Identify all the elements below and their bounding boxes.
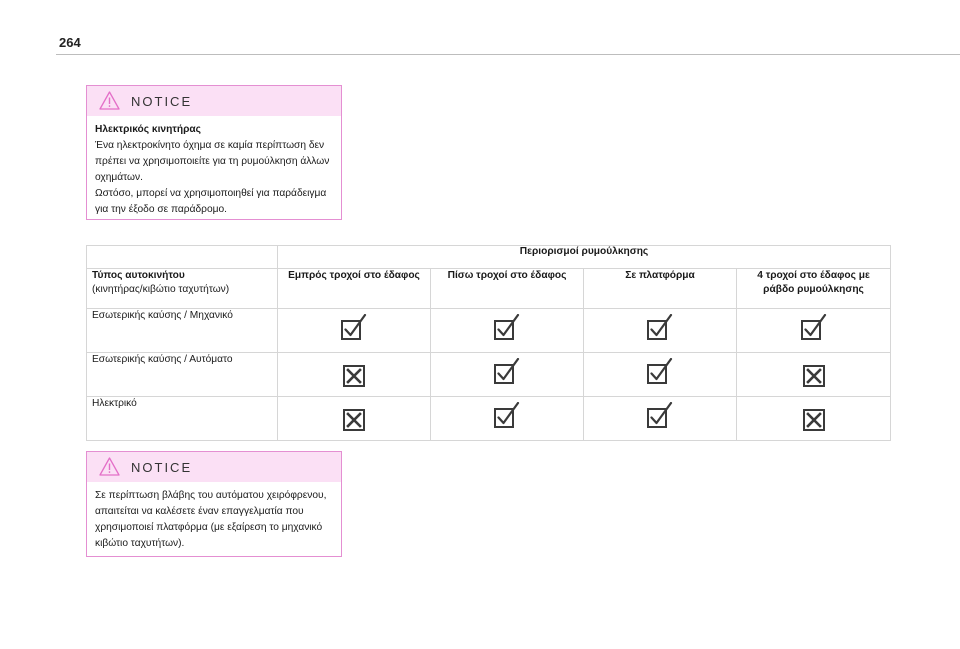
column-header: 4 τροχοί στο έδαφος με ράβδο ρυμούλκησης (737, 269, 891, 309)
column-header: Σε πλατφόρμα (584, 269, 737, 309)
check-box-icon (494, 314, 520, 341)
column-header: Εμπρός τροχοί στο έδαφος (278, 269, 431, 309)
check-box-icon (494, 402, 520, 429)
mark-cell (278, 353, 431, 397)
check-box-icon (801, 314, 827, 341)
notice-line: για την έξοδο σε παράδρομο. (95, 204, 227, 215)
mark-cell (431, 309, 584, 353)
notice-title: NOTICE (131, 460, 193, 475)
notice-line: απαιτείται να καλέσετε έναν επαγγελματία που (95, 506, 304, 517)
warning-triangle-icon (99, 457, 120, 476)
check-box-icon (341, 314, 367, 341)
notice-line: Ωστόσο, μπορεί να χρησιμοποιηθεί για παράδειγμα (95, 188, 327, 199)
table-row (87, 397, 891, 441)
mark-cell (737, 309, 891, 353)
cross-box-icon (802, 364, 826, 388)
check-box-icon (647, 314, 673, 341)
notice-box-electric-motor (86, 85, 342, 220)
mark-cell (278, 397, 431, 441)
column-header: Πίσω τροχοί στο έδαφος (431, 269, 584, 309)
row-label: Ηλεκτρικό (87, 397, 278, 441)
notice-line: Ένα ηλεκτροκίνητο όχημα σε καμία περίπτωση δεν (95, 140, 325, 151)
notice-line: Σε περίπτωση βλάβης του αυτόματου χειρόφρενου, (95, 490, 327, 501)
mark-cell (584, 309, 737, 353)
mark-cell (737, 397, 891, 441)
mark-cell (737, 353, 891, 397)
header-rule (56, 54, 960, 55)
notice-header (87, 86, 341, 116)
table-column-header-row (87, 269, 891, 309)
mark-cell (431, 353, 584, 397)
towing-restrictions-table (86, 245, 891, 441)
cross-box-icon (342, 364, 366, 388)
row-label: Εσωτερικής καύσης / Αυτόματο (87, 353, 278, 397)
notice-title: NOTICE (131, 94, 193, 109)
mark-cell (431, 397, 584, 441)
mark-cell (278, 309, 431, 353)
check-box-icon (647, 358, 673, 385)
notice-heading: Ηλεκτρικός κινητήρας (95, 124, 201, 135)
table-corner-cell (87, 246, 278, 269)
row-header-title: Τύπος αυτοκινήτου (92, 270, 185, 281)
notice-line: χρησιμοποιεί πλατφόρμα (με εξαίρεση το μηχανικό (95, 522, 323, 533)
page-number: 264 (59, 35, 81, 50)
warning-triangle-icon (99, 91, 120, 110)
mark-cell (584, 397, 737, 441)
table-group-header: Περιορισμοί ρυμούλκησης (278, 246, 891, 269)
check-box-icon (647, 402, 673, 429)
cross-box-icon (802, 408, 826, 432)
row-label: Εσωτερικής καύσης / Μηχανικό (87, 309, 278, 353)
notice-line: κιβώτιο ταχυτήτων). (95, 538, 185, 549)
notice-text (87, 116, 341, 226)
cross-box-icon (342, 408, 366, 432)
check-box-icon (494, 358, 520, 385)
table-row (87, 353, 891, 397)
mark-cell (584, 353, 737, 397)
notice-text (87, 482, 341, 560)
notice-line: πρέπει να χρησιμοποιείτε για τη ρυμούλκηση άλλων (95, 156, 330, 167)
notice-header (87, 452, 341, 482)
table-row (87, 309, 891, 353)
row-header-cell (87, 269, 278, 309)
notice-line: οχημάτων. (95, 172, 143, 183)
notice-box-automatic-brake (86, 451, 342, 557)
row-header-subtitle: (κινητήρας/κιβώτιο ταχυτήτων) (92, 284, 230, 295)
table-group-header-row (87, 246, 891, 269)
